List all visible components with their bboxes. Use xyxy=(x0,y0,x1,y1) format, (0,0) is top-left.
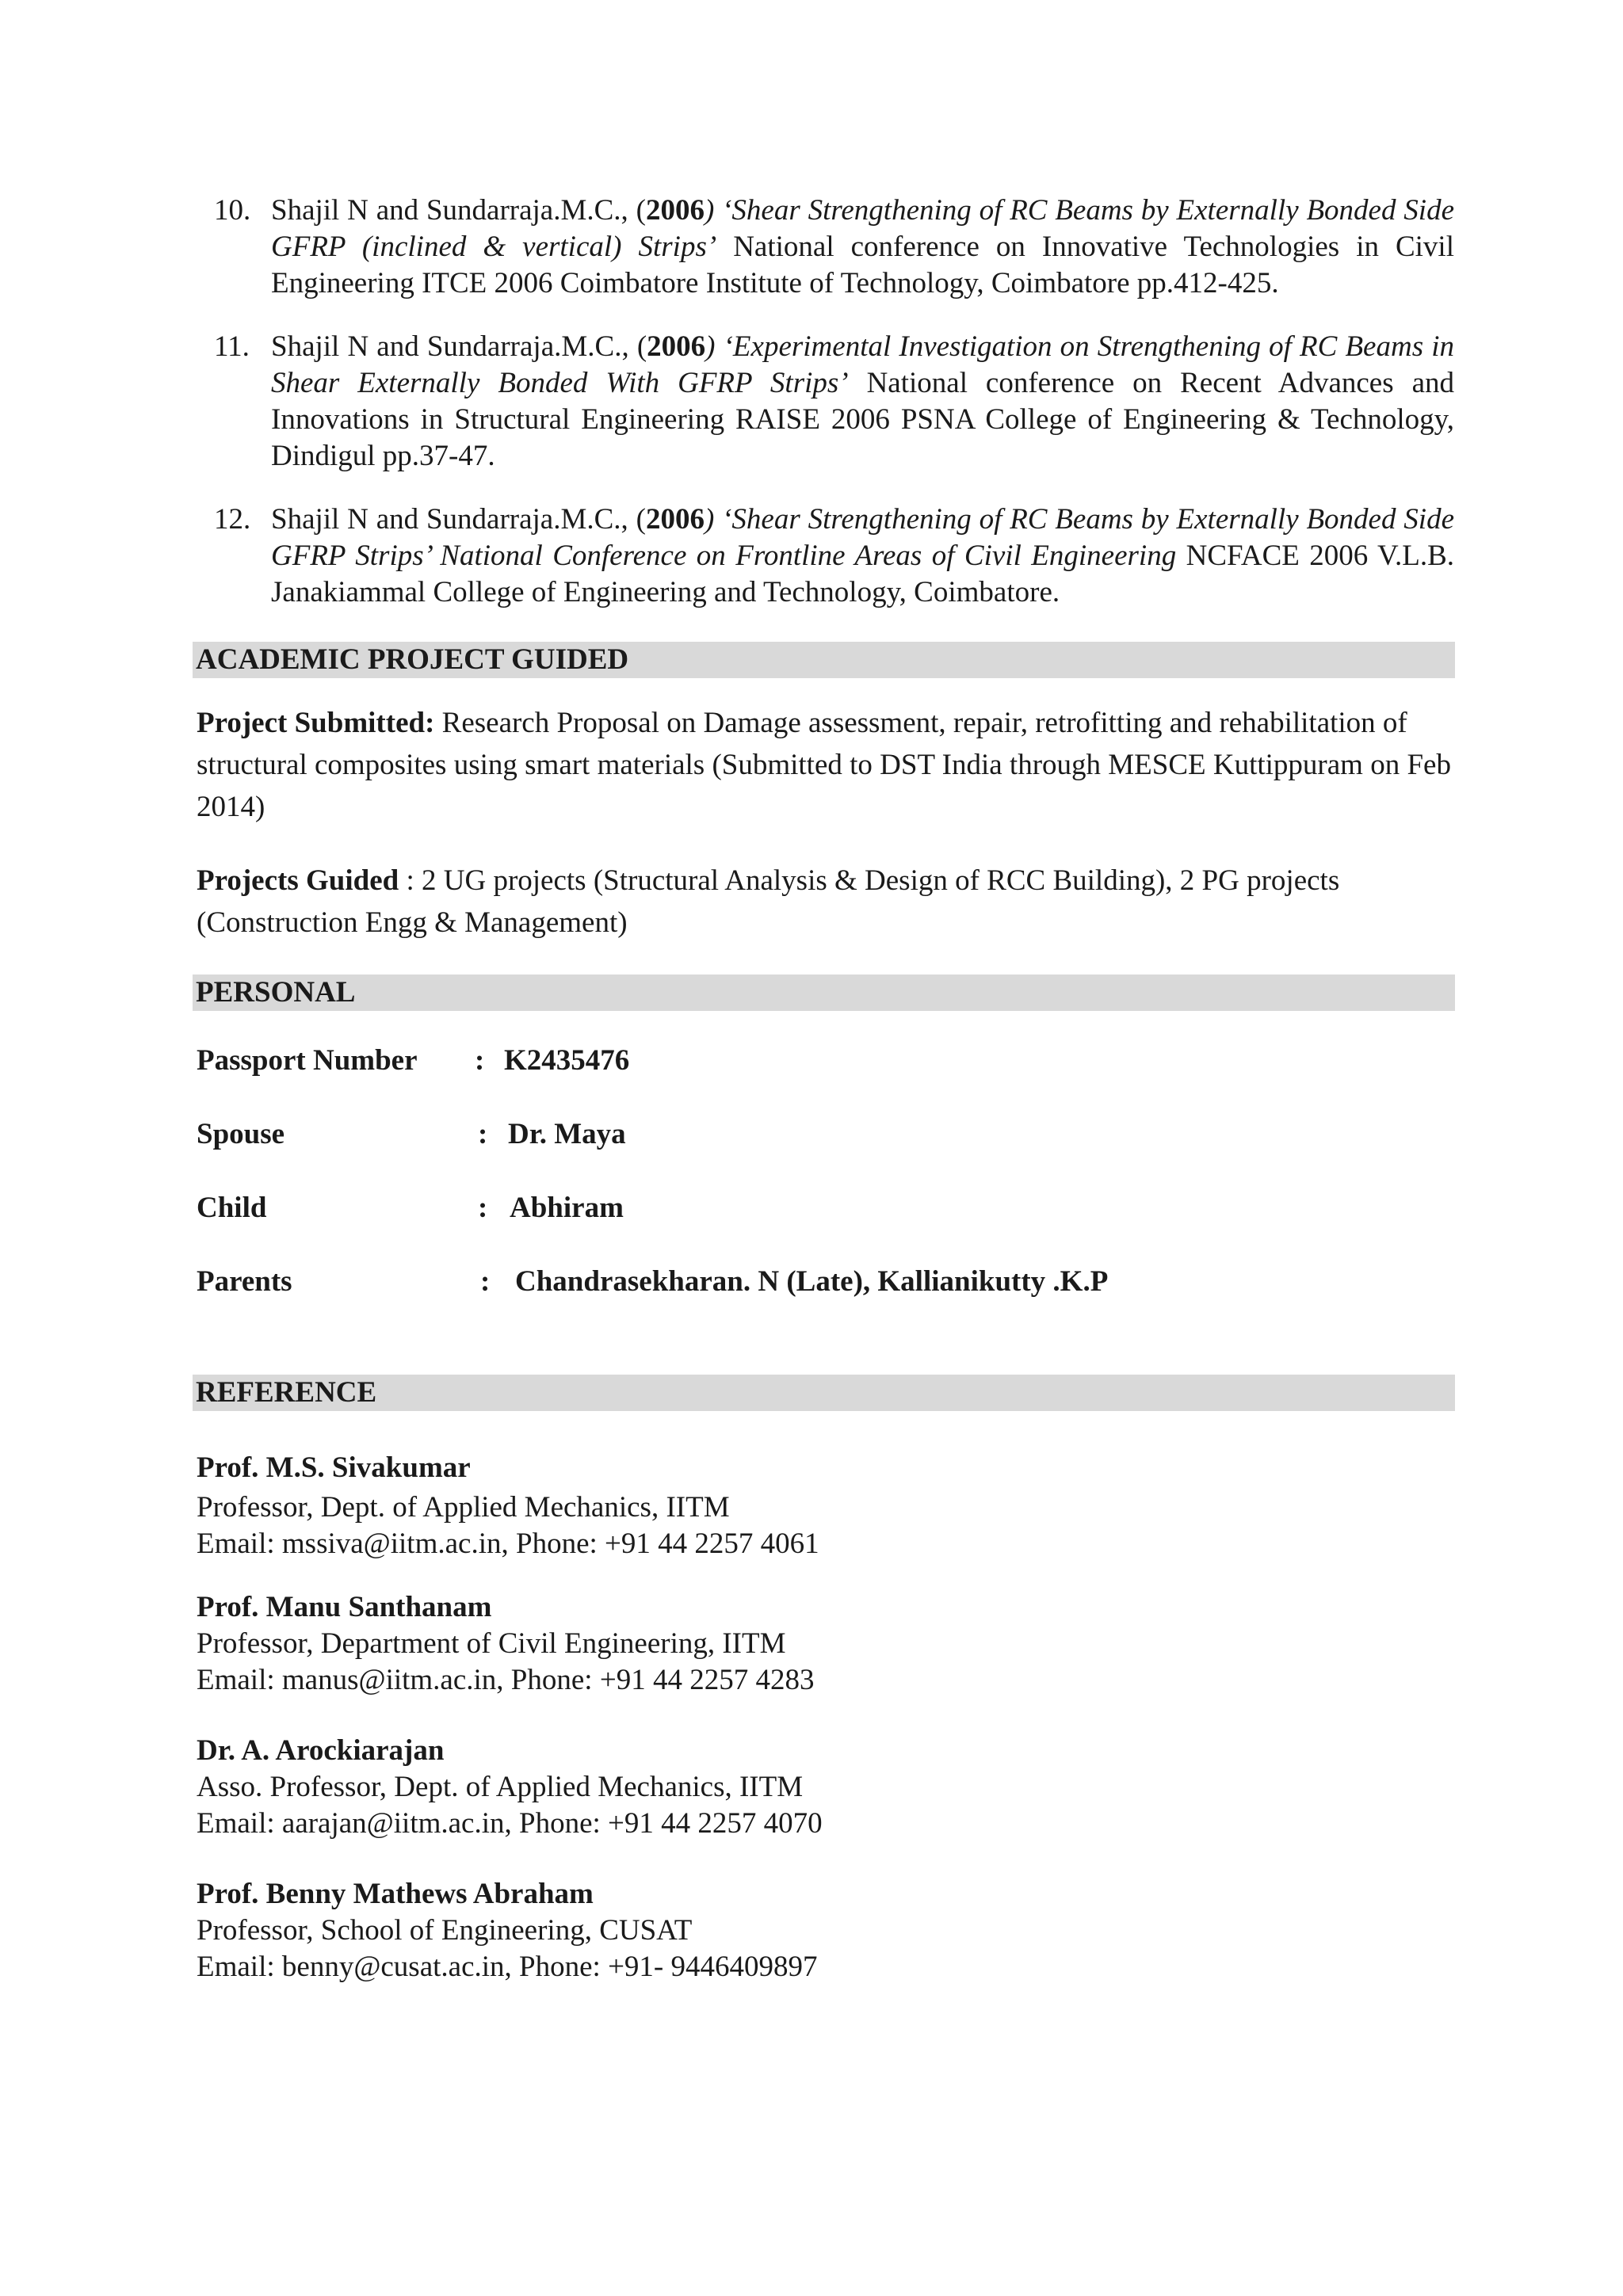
publication-venue: National conference on Recent Advances and Innovations in Structural Engineering RAISE 2006 PSNA College of Engineering & Technology, Dindigul pp.37-47. xyxy=(271,367,1454,472)
project-submitted-text: Research Proposal on Damage assessment, repair, retrofitting and rehabilitation of structural composites using smart materials (Submitted to DST India through MESCE Kuttippuram on Feb 2014) xyxy=(197,707,1451,823)
reference-entry xyxy=(197,1589,814,1699)
personal-value: Chandrasekharan. N (Late), Kallianikutty .K.P xyxy=(515,1265,1109,1298)
publication-authors: Shajil N and Sundarraja.M.C., ( xyxy=(271,194,646,227)
personal-value: K2435476 xyxy=(504,1044,630,1077)
section-heading-personal: PERSONAL xyxy=(193,974,1455,1011)
publication-title: ) ‘Experimental Investigation on Strengthening of RC Beams in Shear Externally Bonded With GFRP Strips’ xyxy=(271,330,1454,399)
personal-colon: : xyxy=(480,1265,491,1298)
section-heading-academic: ACADEMIC PROJECT GUIDED xyxy=(193,642,1455,678)
publication-authors: Shajil N and Sundarraja.M.C., ( xyxy=(271,330,647,363)
reference-entry xyxy=(197,1733,823,1842)
reference-contact: Email: aarajan@iitm.ac.in, Phone: +91 44 2257 4070 xyxy=(197,1807,823,1840)
reference-name: Dr. A. Arockiarajan xyxy=(197,1734,445,1767)
reference-name: Prof. M.S. Sivakumar xyxy=(197,1451,471,1484)
publication-title: ) ‘Shear Strengthening of RC Beams by Externally Bonded Side GFRP Strips’ National Conference on Frontline Areas of Civil Engineering xyxy=(271,503,1454,572)
reference-contact: Email: mssiva@iitm.ac.in, Phone: +91 44 2257 4061 xyxy=(197,1527,819,1560)
publication-title: ) ‘Shear Strengthening of RC Beams by Externally Bonded Side GFRP (inclined & vertical) Strips’ xyxy=(271,194,1454,263)
personal-value: Dr. Maya xyxy=(508,1118,626,1150)
reference-contact: Email: manus@iitm.ac.in, Phone: +91 44 2257 4283 xyxy=(197,1664,815,1696)
project-submitted-label: Project Submitted: xyxy=(197,707,435,739)
project-submitted xyxy=(197,702,1455,828)
reference-title: Professor, Department of Civil Engineering, IITM xyxy=(197,1627,786,1660)
publication-list xyxy=(214,193,1454,638)
projects-guided xyxy=(197,860,1455,944)
publication-venue: NCFACE 2006 V.L.B. Janakiammal College of Engineering and Technology, Coimbatore. xyxy=(271,540,1455,608)
publication-item xyxy=(214,502,1454,611)
publication-number: 10. xyxy=(214,194,251,227)
reference-entry xyxy=(197,1876,818,1985)
reference-name: Prof. Benny Mathews Abraham xyxy=(197,1878,594,1910)
personal-label: Spouse xyxy=(197,1118,285,1150)
section-heading-reference: REFERENCE xyxy=(193,1375,1455,1411)
personal-colon: : xyxy=(478,1118,488,1150)
publication-number: 12. xyxy=(214,503,251,536)
reference-title: Professor, School of Engineering, CUSAT xyxy=(197,1914,693,1947)
publication-item xyxy=(214,329,1454,475)
personal-label: Child xyxy=(197,1192,267,1224)
reference-title: Asso. Professor, Dept. of Applied Mechanics, IITM xyxy=(197,1771,804,1803)
personal-label: Parents xyxy=(197,1265,292,1298)
publication-year: 2006 xyxy=(645,194,705,227)
publication-venue: National conference on Innovative Technologies in Civil Engineering ITCE 2006 Coimbatore Institute of Technology, Coimbatore pp.412-425. xyxy=(271,231,1454,299)
reference-entry xyxy=(197,1450,819,1562)
personal-colon: : xyxy=(475,1044,485,1077)
publication-year: 2006 xyxy=(645,503,705,536)
projects-guided-label: Projects Guided xyxy=(197,864,399,897)
personal-label: Passport Number xyxy=(197,1044,418,1077)
publication-authors: Shajil N and Sundarraja.M.C., ( xyxy=(271,503,646,536)
publication-item xyxy=(214,193,1454,302)
reference-name: Prof. Manu Santhanam xyxy=(197,1591,492,1623)
personal-value: Abhiram xyxy=(510,1192,624,1224)
publication-year: 2006 xyxy=(647,330,706,363)
personal-colon: : xyxy=(478,1192,488,1224)
publication-number: 11. xyxy=(214,330,250,363)
projects-guided-text: : 2 UG projects (Structural Analysis & Design of RCC Building), 2 PG projects (Construction Engg & Management) xyxy=(197,864,1340,939)
reference-title: Professor, Dept. of Applied Mechanics, IITM xyxy=(197,1491,730,1524)
reference-contact: Email: benny@cusat.ac.in, Phone: +91- 9446409897 xyxy=(197,1951,818,1983)
